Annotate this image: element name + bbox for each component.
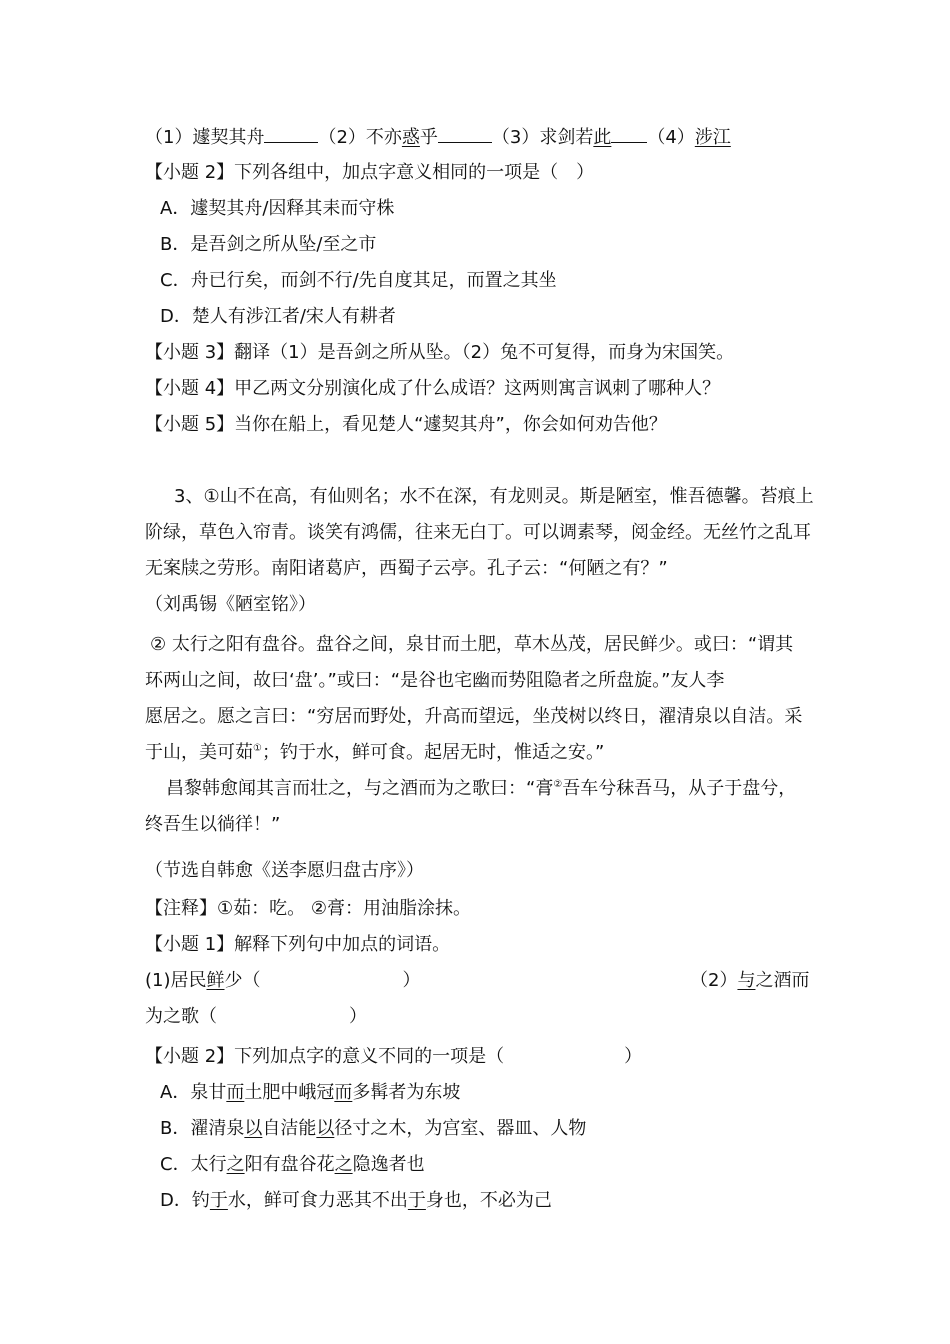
q1-words-line [145, 126, 815, 149]
passage-line-7: 愿居之。愿之言曰：“穷居而野处，升高而望远，坐茂树以终日，濯清泉以自洁。采 [145, 706, 803, 727]
q2-title: 【小题 2】下列各组中，加点字意义相同的一项是（ ） [145, 162, 595, 183]
p3-q1-item-2 [690, 970, 810, 992]
option-a-word-1: 而 [226, 1082, 245, 1103]
option-c-word-2: 之 [334, 1154, 353, 1175]
q5-advice: 【小题 5】当你在船上，看见楚人“遽契其舟”，你会如何劝告他？ [145, 414, 667, 435]
annotation-notes: 【注释】①茹：吃。 ②膏：用油脂涂抹。 [145, 898, 471, 919]
option-c-pre: C．太行 [160, 1154, 227, 1175]
p3-q2-option-a[interactable] [160, 1082, 830, 1104]
label-2b: 乎 [419, 127, 438, 148]
option-c-post: 隐逸者也 [352, 1154, 425, 1175]
p3-q1-line-2 [145, 1006, 815, 1028]
passage-line-8-a: 于山，美可茹 [145, 742, 253, 763]
passage-line-2: 阶绿，草色入帘青。谈笑有鸿儒，往来无白丁。可以调素琴，阅金经。无丝竹之乱耳 [145, 522, 811, 543]
passage-line-10: 终吾生以徜徉！” [145, 814, 281, 835]
q2-option-c[interactable]: C．舟已行矣，而剑不行/先自度其足，而置之其坐 [160, 270, 557, 291]
label-1: （1） [145, 127, 193, 148]
option-a-word-2: 而 [334, 1082, 353, 1103]
option-a-post: 多髯者为东坡 [352, 1082, 461, 1103]
answer-blank-1[interactable] [264, 126, 318, 143]
p3-q1-item-1-rest: 少（ [224, 970, 261, 991]
option-d-word-2: 于 [407, 1190, 426, 1211]
passage-line-5: ② 太行之阳有盘谷。盘谷之间，泉甘而土肥，草木丛茂，居民鲜少。或曰：“谓其 [150, 634, 794, 655]
p3-q1-item-2-cont: 为之歌（ [145, 1006, 217, 1027]
passage-line-1: 3、①山不在高，有仙则名；水不在深，有龙则灵。斯是陋室，惟吾德馨。苔痕上 [174, 486, 814, 507]
word-3: 此 [593, 127, 612, 148]
word-1: 遽契其舟 [192, 127, 265, 148]
passage-line-8-b: ；钓于水，鲜可食。起居无时，惟适之安。” [261, 742, 605, 763]
answer-blank-2[interactable] [438, 126, 492, 143]
passage-line-8 [145, 742, 815, 764]
p3-q2-title-close: ） [624, 1046, 643, 1067]
marked-word-yu: 与 [737, 970, 756, 991]
option-d-mid: 水，鲜可食力恶其不出 [227, 1190, 408, 1211]
option-d-word-1: 于 [209, 1190, 228, 1211]
passage-line-3: 无案牍之劳形。南阳诸葛庐，西蜀子云亭。孔子云：“何陋之有？” [145, 558, 668, 579]
option-b-word-1: 以 [244, 1118, 263, 1139]
passage-line-9-a: 昌黎韩愈闻其言而壮之，与之酒而为之歌曰：“膏 [166, 778, 554, 799]
option-d-post: 身也，不必为己 [425, 1190, 552, 1211]
option-b-post: 径寸之木，为宫室、器皿、人物 [334, 1118, 587, 1139]
p3-q2-option-b[interactable] [160, 1118, 830, 1140]
option-b-pre: B．濯清泉 [160, 1118, 245, 1139]
word-4: 涉江 [694, 127, 731, 148]
p3-q1-item-2-label: （2） [690, 970, 738, 991]
footnote-mark-1: ① [253, 743, 262, 754]
word-2: 惑 [401, 127, 420, 148]
p3-q1-item-1-close: ） [402, 970, 421, 991]
p3-q1-title: 【小题 1】解释下列句中加点的词语。 [145, 934, 451, 955]
passage-line-6: 环两山之间，故曰‘盘’。”或曰：“是谷也宅幽而势阻隐者之所盘旋。”友人李 [145, 670, 725, 691]
q2-option-d[interactable]: D．楚人有涉江者/宋人有耕者 [160, 306, 396, 327]
p3-q2-title [145, 1046, 815, 1068]
p3-q1-item-2-close: ） [349, 1006, 367, 1027]
option-c-word-1: 之 [226, 1154, 245, 1175]
label-2: （2）不亦 [318, 127, 402, 148]
source-citation-1: （刘禹锡《陋室铭》） [145, 594, 316, 615]
footnote-mark-2: ② [553, 779, 563, 790]
passage-line-9-b: 吾车兮秣吾马，从子于盘兮， [562, 778, 797, 799]
source-citation-2: （节选自韩愈《送李愿归盘古序》） [145, 860, 424, 881]
option-b-word-2: 以 [316, 1118, 335, 1139]
p3-q2-title-text: 【小题 2】下列加点字的意义不同的一项是（ [145, 1046, 505, 1067]
passage-line-9 [166, 778, 816, 800]
q4-idioms: 【小题 4】甲乙两文分别演化成了什么成语？这两则寓言讽刺了哪种人？ [145, 378, 721, 399]
option-a-pre: A．泉甘 [160, 1082, 227, 1103]
p3-q2-option-d[interactable] [160, 1190, 830, 1212]
q2-option-b[interactable]: B．是吾剑之所从坠/至之市 [160, 234, 377, 255]
option-b-mid: 自洁能 [262, 1118, 317, 1139]
q3-translate: 【小题 3】翻译（1）是吾剑之所从坠。（2）兔不可复得，而身为宋国笑。 [145, 342, 735, 363]
option-c-mid: 阳有盘谷花 [244, 1154, 335, 1175]
p3-q1-item-2-rest: 之酒而 [755, 970, 810, 991]
label-3: （3）求剑若 [491, 127, 594, 148]
answer-blank-3[interactable] [611, 126, 647, 143]
label-4: （4） [647, 127, 695, 148]
p3-q2-option-c[interactable] [160, 1154, 830, 1176]
q2-option-a[interactable]: A．遽契其舟/因释其耒而守株 [160, 198, 395, 219]
marked-word-xian: 鲜 [206, 970, 225, 991]
option-a-mid: 土肥中峨冠 [244, 1082, 335, 1103]
p3-q1-item-1-label: (1)居民 [145, 970, 207, 991]
option-d-pre: D．钓 [160, 1190, 210, 1211]
